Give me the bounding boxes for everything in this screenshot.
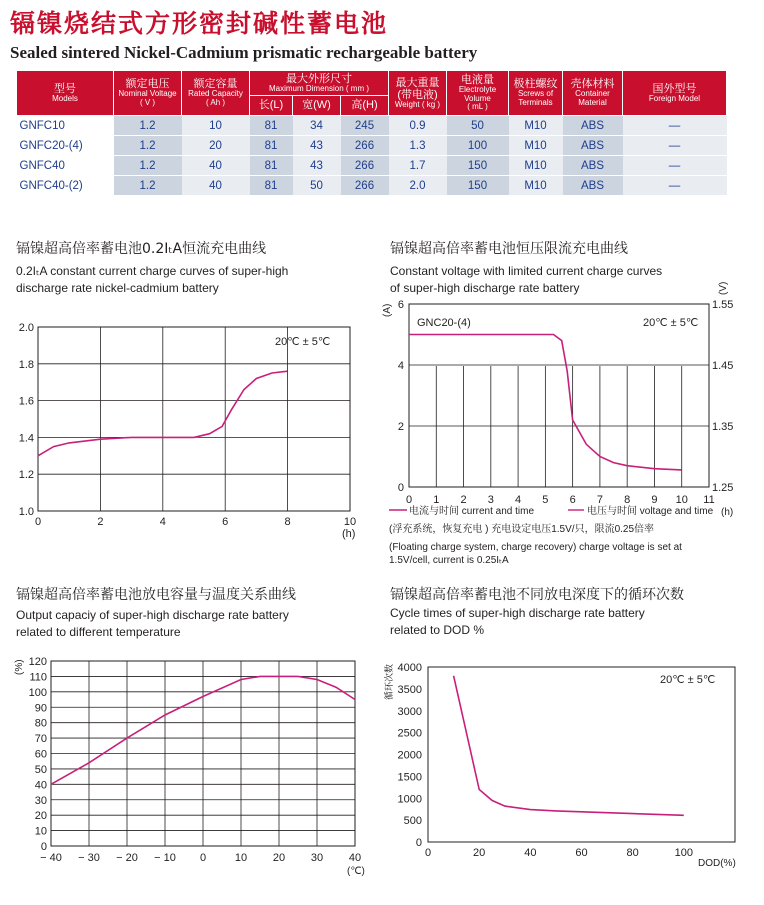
chart2-x-tick-label: 6 <box>569 494 576 506</box>
table-cell-capacity: 10 <box>182 116 250 136</box>
page-title-en: Sealed sintered Nickel-Cadmium prismatic rechargeable battery <box>10 43 478 62</box>
chart4-y-tick-label: 500 <box>403 815 422 828</box>
chart3-x-tick-label: 10 <box>234 852 248 864</box>
chart2-note-en2: 1.5V/cell, current is 0.25IₜA <box>389 555 509 566</box>
chart1-title-cn: 镉镍超高倍率蓄电池0.2IₜA恒流充电曲线 <box>16 241 267 257</box>
table-cell-foreign: — <box>623 176 727 196</box>
table-cell-model: GNFC40-(2) <box>17 176 114 196</box>
header-length: 长(L) <box>250 96 293 116</box>
chart2-y-right-tick-label: 1.55 <box>712 299 734 311</box>
table-cell-w: 50 <box>293 176 341 196</box>
chart3-title-en: Output capaciy of super-high discharge rate battery related to different temperature <box>16 608 289 639</box>
chart3-x-tick-label: − 40 <box>40 852 62 864</box>
table-cell-terminal: M10 <box>509 116 563 136</box>
chart2-title-en: Constant voltage with limited current charge curves of super-high discharge rate battery <box>390 264 663 295</box>
table-cell-model: GNFC20-(4) <box>17 136 114 156</box>
chart1-y-tick-label: 1.0 <box>18 506 34 518</box>
header-electrolyte: 电液量 Electrolyte Volume ( mL ) <box>447 71 509 116</box>
chart1-x-axis-label: (h) <box>342 528 356 540</box>
table-cell-material: ABS <box>563 136 623 156</box>
table-cell-foreign: — <box>623 136 727 156</box>
chart4-y-tick-label: 1000 <box>397 793 422 806</box>
chart3-y-tick-label: 30 <box>34 794 47 807</box>
chart2-legend-current: 电流与时间 current and time <box>409 506 535 517</box>
chart3-y-tick-label: 0 <box>40 841 47 853</box>
header-dimension: 最大外形尺寸 Maximum Dimension ( mm ) <box>250 71 389 96</box>
chart3-x-tick-label: 40 <box>348 852 362 864</box>
chart3-x-tick-label: − 30 <box>78 852 100 864</box>
chart1-y-tick-label: 1.6 <box>18 395 34 408</box>
chart4-x-axis-label: DOD(%) <box>698 858 736 869</box>
chart3-y-tick-label: 120 <box>28 656 47 668</box>
chart4-y-tick-label: 3500 <box>397 683 422 696</box>
table-cell-foreign: — <box>623 156 727 176</box>
chart1-y-tick-label: 1.2 <box>18 469 34 482</box>
table-cell-capacity: 40 <box>182 176 250 196</box>
chart4-y-tick-label: 1500 <box>397 771 422 784</box>
chart2-x-tick-label: 1 <box>433 494 440 506</box>
chart4-y-tick-label: 2500 <box>397 727 422 740</box>
chart3-y-tick-label: 60 <box>34 748 47 761</box>
table-cell-voltage: 1.2 <box>114 136 182 156</box>
table-cell-l: 81 <box>250 156 293 176</box>
chart2-y-right-tick-label: 1.45 <box>712 360 734 372</box>
chart1-y-tick-label: 2.0 <box>18 322 34 334</box>
table-cell-volume: 150 <box>447 176 509 196</box>
chart4-annotation: 20℃ ± 5℃ <box>660 674 716 686</box>
table-cell-h: 266 <box>341 176 389 196</box>
table-cell-voltage: 1.2 <box>114 156 182 176</box>
chart4-y-tick-label: 4000 <box>397 662 422 674</box>
table-cell-h: 266 <box>341 156 389 176</box>
chart4-x-tick-label: 20 <box>473 847 486 859</box>
chart4-y-tick-label: 2000 <box>397 749 422 762</box>
chart4-x-tick-label: 80 <box>626 847 639 859</box>
chart3-x-axis-label: (℃) <box>347 866 365 877</box>
chart3-y-tick-label: 80 <box>34 717 47 730</box>
chart4-x-tick-label: 60 <box>575 847 588 859</box>
table-cell-terminal: M10 <box>509 176 563 196</box>
chart2-y-right-tick-label: 1.35 <box>712 421 734 433</box>
chart1-y-tick-label: 1.4 <box>18 432 34 445</box>
chart2-x-tick-label: 4 <box>515 494 522 506</box>
chart1-frame <box>38 327 350 511</box>
chart1-x-tick-label: 0 <box>34 516 42 528</box>
header-model: 型号 Models <box>17 71 114 116</box>
header-material: 壳体材料 Container Material <box>563 71 623 116</box>
header-weight: 最大重量 (带电液) Weight ( kg ) <box>389 71 447 116</box>
chart2-note-cn: (浮充系统，恢复充电 ) 充电设定电压1.5V/只，限流0.25倍率 <box>389 524 655 535</box>
chart4-title-en: Cycle times of super-high discharge rate battery related to DOD % <box>390 606 645 637</box>
chart3-title-cn: 镉镍超高倍率蓄电池放电容量与温度关系曲线 <box>16 587 296 603</box>
chart3-y-tick-label: 20 <box>34 810 47 823</box>
chart3-y-axis-label: (%) <box>14 659 25 675</box>
table-cell-capacity: 20 <box>182 136 250 156</box>
chart2-y-axis-label-right: (V) <box>718 281 729 295</box>
chart4-y-tick-label: 3000 <box>397 705 422 718</box>
chart2-x-axis-label: (h) <box>721 507 734 518</box>
chart3-y-tick-label: 90 <box>34 702 47 715</box>
table-cell-model: GNFC10 <box>17 116 114 136</box>
header-height: 高(H) <box>341 96 389 116</box>
chart3-x-tick-label: − 20 <box>116 852 138 864</box>
chart2-y-tick-label: 4 <box>397 360 404 372</box>
chart2-title-cn: 镉镍超高倍率蓄电池恒压限流充电曲线 <box>390 241 628 257</box>
chart3-y-tick-label: 100 <box>28 686 47 699</box>
chart1-y-tick-label: 1.8 <box>18 358 34 371</box>
table-cell-w: 43 <box>293 156 341 176</box>
header-width: 宽(W) <box>293 96 341 116</box>
table-cell-volume: 100 <box>447 136 509 156</box>
table-cell-l: 81 <box>250 136 293 156</box>
chart2-x-tick-label: 10 <box>675 494 688 506</box>
table-cell-w: 34 <box>293 116 341 136</box>
header-capacity: 额定容量 Rated Capacity ( Ah ) <box>182 71 250 116</box>
chart2-y-tick-label: 2 <box>397 421 404 433</box>
chart3-x-tick-label: 20 <box>272 852 286 864</box>
chart1-x-tick-label: 4 <box>159 516 166 528</box>
chart3-y-tick-label: 110 <box>29 671 47 684</box>
table-cell-capacity: 40 <box>182 156 250 176</box>
chart4-series-line <box>454 676 684 816</box>
table-cell-h: 266 <box>341 136 389 156</box>
chart3-y-tick-label: 50 <box>34 763 47 776</box>
header-terminal: 极柱螺纹 Screws of Terminals <box>509 71 563 116</box>
chart2-y-tick-label: 6 <box>397 299 404 311</box>
chart2-x-tick-label: 8 <box>624 494 631 506</box>
chart3-y-tick-label: 70 <box>34 733 47 746</box>
table-cell-l: 81 <box>250 116 293 136</box>
chart4-y-tick-label: 0 <box>415 837 422 849</box>
table-cell-volume: 150 <box>447 156 509 176</box>
chart2-note-en1: (Floating charge system, charge recovery) charge voltage is set at <box>389 542 682 553</box>
chart4-x-tick-label: 40 <box>524 847 537 859</box>
chart2-x-tick-label: 2 <box>460 494 467 506</box>
chart3-y-tick-label: 10 <box>34 825 47 838</box>
chart3-x-tick-label: − 10 <box>154 852 176 864</box>
chart4-x-tick-label: 100 <box>674 847 694 859</box>
header-foreign: 国外型号 Foreign Model <box>623 71 727 116</box>
chart4-y-axis-label: 循环次数 <box>384 663 394 700</box>
chart3-x-tick-label: 0 <box>199 852 207 864</box>
chart2-y-tick-label: 0 <box>397 482 404 494</box>
table-cell-terminal: M10 <box>509 136 563 156</box>
chart2-x-tick-label: 0 <box>405 494 413 506</box>
chart2-x-tick-label: 7 <box>596 494 603 506</box>
table-cell-l: 81 <box>250 176 293 196</box>
chart4-x-tick-label: 0 <box>424 847 432 859</box>
chart3-x-tick-label: 30 <box>310 852 324 864</box>
chart2-annotation-model: GNC20-(4) <box>417 317 471 329</box>
table-cell-weight: 1.7 <box>389 156 447 176</box>
chart1-x-tick-label: 8 <box>284 516 291 528</box>
table-cell-terminal: M10 <box>509 156 563 176</box>
chart2-x-tick-label: 5 <box>542 494 549 506</box>
table-cell-material: ABS <box>563 116 623 136</box>
table-cell-material: ABS <box>563 176 623 196</box>
chart1-annotation: 20℃ ± 5℃ <box>275 336 331 348</box>
chart2-frame <box>409 304 709 487</box>
table-cell-voltage: 1.2 <box>114 116 182 136</box>
chart2-x-tick-label: 3 <box>487 494 494 506</box>
chart2-legend-voltage: 电压与时间 voltage and time <box>587 506 714 517</box>
chart1-title-en: 0.2IₜA constant current charge curves of super-high discharge rate nickel-cadmium battery <box>16 264 289 295</box>
table-cell-volume: 50 <box>447 116 509 136</box>
chart1-x-tick-label: 10 <box>343 516 357 528</box>
table-cell-h: 245 <box>341 116 389 136</box>
table-cell-w: 43 <box>293 136 341 156</box>
chart2-annotation: 20℃ ± 5℃ <box>643 317 699 329</box>
chart4-frame <box>428 667 735 842</box>
chart3-y-tick-label: 40 <box>34 779 47 792</box>
chart2-x-tick-label: 9 <box>651 494 658 506</box>
table-cell-weight: 2.0 <box>389 176 447 196</box>
chart2-x-tick-label: 11 <box>703 494 715 506</box>
table-cell-model: GNFC40 <box>17 156 114 176</box>
table-cell-voltage: 1.2 <box>114 176 182 196</box>
table-cell-material: ABS <box>563 156 623 176</box>
table-cell-weight: 0.9 <box>389 116 447 136</box>
chart1-x-tick-label: 2 <box>97 516 104 528</box>
chart2-y-axis-label-left: (A) <box>382 303 393 317</box>
header-voltage: 额定电压 Nominal Voltage ( V ) <box>114 71 182 116</box>
chart2-y-right-tick-label: 1.25 <box>712 482 734 494</box>
page-title-cn: 镉镍烧结式方形密封碱性蓄电池 <box>10 9 389 38</box>
table-cell-foreign: — <box>623 116 727 136</box>
table-cell-weight: 1.3 <box>389 136 447 156</box>
chart1-x-tick-label: 6 <box>222 516 229 528</box>
chart4-title-cn: 镉镍超高倍率蓄电池不同放电深度下的循环次数 <box>390 587 684 603</box>
